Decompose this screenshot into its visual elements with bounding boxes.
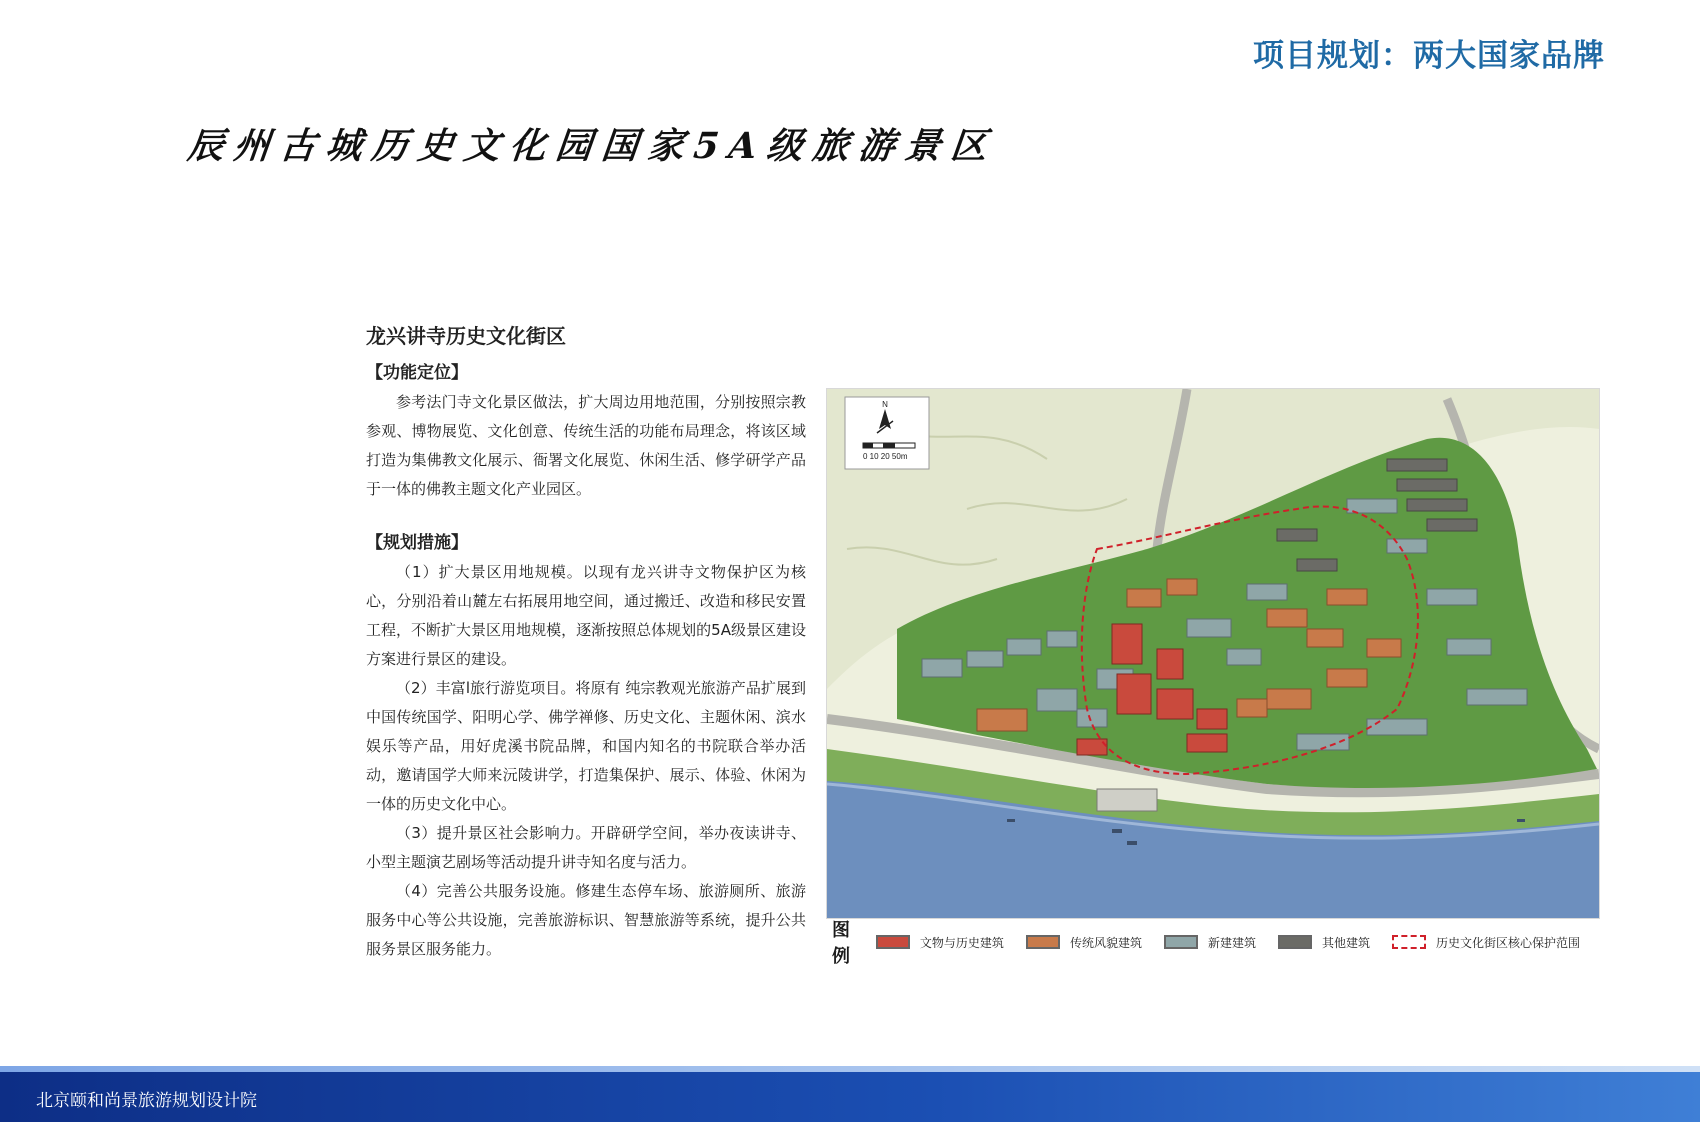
measure-item: （4）完善公共服务设施。修建生态停车场、旅游厕所、旅游服务中心等公共设施，完善旅游标识、智慧旅游等系统，提升公共服务景区服务能力。 [366, 882, 806, 958]
legend-item [1026, 934, 1142, 951]
legend-item [1392, 934, 1580, 951]
legend-swatch-new [1164, 935, 1198, 949]
function-heading: 【功能定位】 [366, 363, 468, 383]
legend-label: 其他建筑 [1321, 935, 1370, 950]
site-plan-map [826, 388, 1600, 919]
footer-text: 北京颐和尚景旅游规划设计院 [36, 1091, 257, 1111]
function-text: 参考法门寺文化景区做法，扩大周边用地范围，分别按照宗教参观、博物展览、文化创意、传统生活的功能布局理念，将该区域打造为集佛教文化展示、衙署文化展览、休闲生活、修学研学产品于一体的佛教主题文化产业园区。 [366, 393, 806, 498]
north-label: N [882, 400, 888, 409]
site-plan-drawing [827, 389, 1599, 918]
legend-item [876, 934, 1004, 951]
measure-item: （1）扩大景区用地规模。以现有龙兴讲寺文物保护区为核心，分别沿着山麓左右拓展用地空间，通过搬迁、改造和移民安置工程，不断扩大景区用地规模，逐渐按照总体规划的5A级景区建设方案进行景区的建设。 [366, 563, 806, 668]
legend-title: 图例 [832, 920, 850, 967]
legend-label: 历史文化街区核心保护范围 [1435, 935, 1580, 950]
legend-label: 文物与历史建筑 [919, 935, 1004, 950]
legend-swatch-traditional [1026, 935, 1060, 949]
header-title: 项目规划：两大国家品牌 [1253, 38, 1605, 74]
measures-heading: 【规划措施】 [366, 533, 468, 553]
text-column [366, 320, 806, 964]
legend-swatch-boundary [1392, 935, 1426, 949]
measure-item: （2）丰富l旅行游览项目。将原有 纯宗教观光旅游产品扩展到中国传统国学、阳明心学、佛学禅修、历史文化、主题休闲、滨水娱乐等产品，用好虎溪书院品牌，和国内知名的书院联合举办活动，邀请国学大师来沅陵讲学，打造集保护、展示、体验、休闲为一体的历史文化中心。 [366, 679, 806, 813]
legend-item [1278, 934, 1370, 951]
legend-label: 传统风貌建筑 [1069, 935, 1142, 950]
district-title: 龙兴讲寺历史文化街区 [366, 324, 566, 348]
legend-swatch-historic [876, 935, 910, 949]
scale-label: 0 10 20 50m [863, 452, 908, 461]
measure-item: （3）提升景区社会影响力。开辟研学空间，举办夜读讲寺、小型主题演艺剧场等活动提升讲寺知名度与活力。 [366, 824, 806, 871]
main-title: 辰州古城历史文化园国家5A级旅游景区 [185, 125, 999, 167]
legend-item [1164, 934, 1256, 951]
legend-label: 新建建筑 [1207, 935, 1256, 950]
legend-swatch-other [1278, 935, 1312, 949]
map-legend [832, 920, 1602, 967]
